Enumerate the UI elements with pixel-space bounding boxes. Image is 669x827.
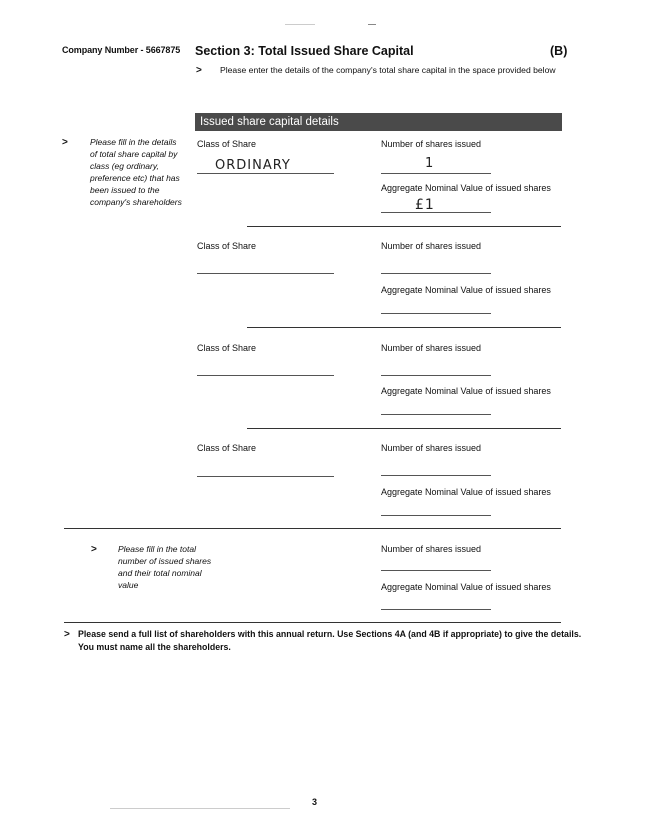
class-of-share-label: Class of Share [197,343,257,353]
entry-separator [247,327,561,328]
shares-issued-field[interactable] [381,273,491,274]
page-number: 3 [312,797,318,807]
section-separator [64,622,561,623]
nominal-value-field[interactable] [381,212,491,213]
scan-mark [110,808,290,809]
shares-issued-field[interactable] [381,475,491,476]
shares-issued-field[interactable] [381,375,491,376]
arrow-icon: > [91,544,97,555]
arrow-icon: > [62,137,68,148]
section-separator [64,528,561,529]
arrow-icon: > [196,65,202,76]
totals-instructions: Please fill in the total number of issued shares and their total nominal value [118,544,212,590]
class-of-share-label: Class of Share [197,241,257,251]
section-title: Section 3: Total Issued Share Capital [195,44,414,58]
total-nominal-label: Aggregate Nominal Value of issued shares [381,582,551,592]
nominal-value-label: Aggregate Nominal Value of issued shares [381,487,551,497]
scan-mark [285,24,315,25]
nominal-value-value[interactable]: £1 [415,197,435,213]
class-of-share-label: Class of Share [197,443,257,453]
nominal-value-field[interactable] [381,414,491,415]
shares-issued-field[interactable] [381,173,491,174]
class-of-share-value[interactable]: ORDINARY [215,158,291,173]
shares-issued-label: Number of shares issued [381,139,482,149]
scan-mark [368,24,376,25]
class-of-share-field[interactable] [197,173,334,174]
nominal-value-label: Aggregate Nominal Value of issued shares [381,285,551,295]
section-code: (B) [550,44,568,58]
shares-issued-value[interactable]: 1 [425,156,435,171]
company-number: Company Number - 5667875 [62,45,181,55]
entry-separator [247,226,561,227]
nominal-value-field[interactable] [381,313,491,314]
shareholders-note: Please send a full list of shareholders with this annual return. Use Sections 4A (and 4B if appropriate) to give the details. You must name all the shareholders. [78,629,582,652]
class-of-share-field[interactable] [197,375,334,376]
nominal-value-label: Aggregate Nominal Value of issued shares [381,386,551,396]
shares-issued-label: Number of shares issued [381,443,482,453]
total-shares-label: Number of shares issued [381,544,482,554]
class-of-share-field[interactable] [197,476,334,477]
intro-text: Please enter the details of the company's total share capital in the space provided below [220,65,556,75]
entry-separator [247,428,561,429]
total-shares-field[interactable] [381,570,491,571]
section-header-bar: Issued share capital details [195,113,562,131]
total-nominal-field[interactable] [381,609,491,610]
class-of-share-label: Class of Share [197,139,257,149]
nominal-value-field[interactable] [381,515,491,516]
class-of-share-field[interactable] [197,273,334,274]
class-instructions: Please fill in the details of total share capital by class (eg ordinary, preference etc) that has been issued to the company's shareholders [90,137,182,207]
arrow-icon: > [64,629,70,640]
shares-issued-label: Number of shares issued [381,241,482,251]
nominal-value-label: Aggregate Nominal Value of issued shares [381,183,551,193]
shares-issued-label: Number of shares issued [381,343,482,353]
